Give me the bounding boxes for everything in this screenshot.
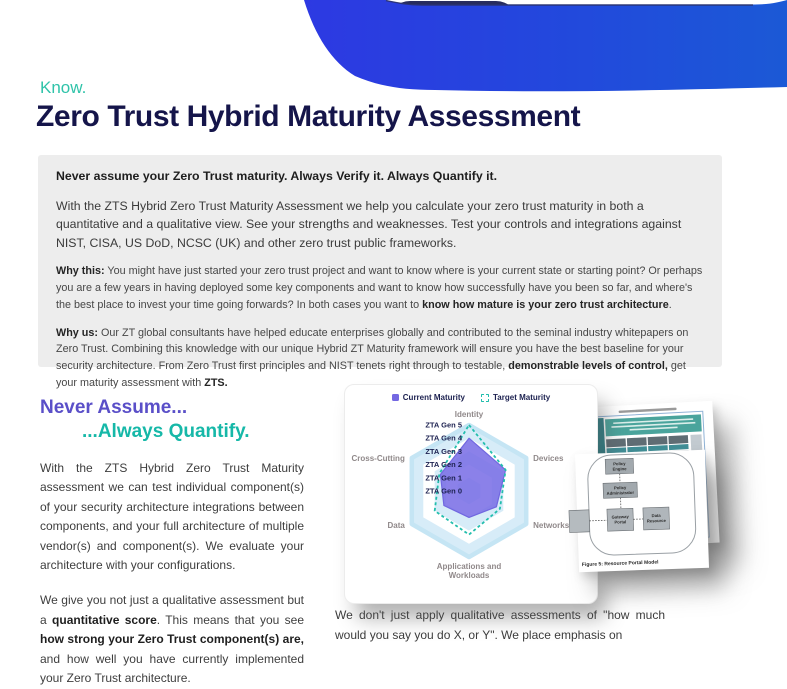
why-this-bold: know how mature is your zero trust architecture: [422, 299, 669, 311]
why-this-paragraph: [56, 263, 704, 313]
gateway-portal-label-2: Portal: [614, 519, 626, 524]
kicker: Know.: [40, 78, 86, 98]
gateway-portal-box: [607, 508, 634, 531]
left-headline-secondary: ...Always Quantify.: [82, 422, 304, 443]
target-maturity-swatch-icon: [481, 394, 489, 402]
why-this-label: Why this:: [56, 265, 105, 277]
axis-label: Cross-Cutting: [352, 454, 405, 463]
left-column: [40, 398, 304, 689]
subject-box-cropped: [569, 510, 590, 533]
trust-zone-outline: [587, 452, 696, 556]
why-this-text: You might have just started your zero trust project and want to know where is your current state or starting point? Or perhaps you are a few years in having deployed some key components and want to know how successfully have you been so far, and where's the best place to invest your time going forwards? In both cases you want to: [56, 265, 702, 311]
why-us-text: Our ZT global consultants have helped educate enterprises globally and contributed to the seminal industry whitepapers on Zero Trust. Combining this knowledge with our unique Hybrid ZT Maturity framework will ensure you have the best baseline for your security architecture. From Zero Trust first principles and NIST tenets right through to testable,: [56, 327, 688, 373]
left-paragraph-2-a: We give you not just a qualitative assessment but a: [40, 593, 304, 626]
left-paragraph-2: [40, 591, 304, 688]
why-us-bold: demonstrable levels of control,: [508, 360, 668, 372]
why-us-paragraph: [56, 325, 704, 392]
policy-administrator-label-1: Policy: [614, 485, 627, 490]
left-paragraph-2-bold2: how strong your Zero Trust component(s) are,: [40, 632, 304, 646]
radar-legend: [345, 393, 597, 402]
data-resource-label-1: Data: [652, 513, 662, 518]
diagram-caption: Figure 5: Resource Portal Model: [582, 559, 659, 568]
axis-label: Networks: [533, 521, 570, 530]
ring-label: ZTA Gen 4: [425, 434, 462, 443]
radar-chart-card: [344, 384, 598, 604]
ring-label: ZTA Gen 1: [425, 473, 462, 482]
whitepaper-diagram-page: [575, 450, 709, 572]
left-paragraph-1: With the ZTS Hybrid Zero Trust Maturity assessment we can test individual component(s) of your security architecture integrations between components, and your full architecture of multiple vendor(s) and component(s). We evaluate your architecture with your configurations.: [40, 459, 304, 576]
intro-box: [38, 155, 722, 367]
axis-label: Devices: [533, 454, 564, 463]
why-this-end: .: [669, 299, 672, 311]
policy-administrator-label-2: Administrator: [607, 490, 635, 496]
radar-chart: [345, 407, 597, 583]
data-resource-box: [643, 507, 670, 530]
data-resource-label-2: Resource: [647, 518, 667, 524]
why-us-label: Why us:: [56, 327, 98, 339]
page-title: Zero Trust Hybrid Maturity Assessment: [36, 99, 756, 135]
current-maturity-swatch-icon: [392, 394, 399, 401]
bottom-paragraph: We don't just apply qualitative assessments of "how much would you say you do X, or Y". We place emphasis on: [335, 606, 665, 646]
ring-label: ZTA Gen 0: [425, 487, 462, 496]
axis-label: Data: [387, 521, 405, 530]
policy-engine-label-1: Policy: [613, 461, 626, 466]
ring-label: ZTA Gen 5: [425, 421, 462, 430]
legend-label-current: Current Maturity: [403, 393, 465, 402]
legend-item-target: [481, 393, 550, 402]
header-swoosh-graphic: [0, 0, 787, 100]
axis-label: Identity: [455, 410, 484, 419]
left-paragraph-2-c: and how well you have currently implemented your Zero Trust architecture.: [40, 652, 304, 685]
legend-label-target: Target Maturity: [493, 393, 550, 402]
diagram-page-graphic: [575, 450, 709, 572]
ring-label: ZTA Gen 2: [425, 460, 462, 469]
intro-paragraph: [56, 197, 704, 252]
axis-label: Applications and Workloads: [437, 562, 502, 580]
legend-item-current: [392, 393, 465, 402]
intro-lead: Never assume your Zero Trust maturity. Always Verify it. Always Quantify it.: [56, 168, 704, 186]
policy-engine-label-2: Engine: [612, 466, 627, 472]
why-us-bold2: ZTS.: [204, 377, 227, 389]
intro-paragraph-text: With the ZTS Hybrid Zero Trust Maturity Assessment we help you calculate your zero trust maturity in both a quantitative and a qualitative view. See your strengths and weaknesses. Test your controls and integrations against NIST, CISA, US DoD, NCSC (UK) and other zero trust public frameworks.: [56, 199, 681, 250]
why-us-text2: get your maturity assessment with: [56, 360, 686, 389]
swoosh-blue-shape: [304, 0, 787, 91]
left-paragraph-2-bold1: quantitative score: [52, 613, 157, 627]
ring-label: ZTA Gen 3: [425, 447, 462, 456]
gateway-portal-label-1: Gateway: [611, 514, 629, 520]
policy-administrator-box: [603, 482, 638, 498]
left-headline-primary: Never Assume...: [40, 398, 304, 419]
left-paragraph-2-b: . This means that you see: [157, 613, 304, 627]
policy-engine-box: [605, 458, 634, 474]
